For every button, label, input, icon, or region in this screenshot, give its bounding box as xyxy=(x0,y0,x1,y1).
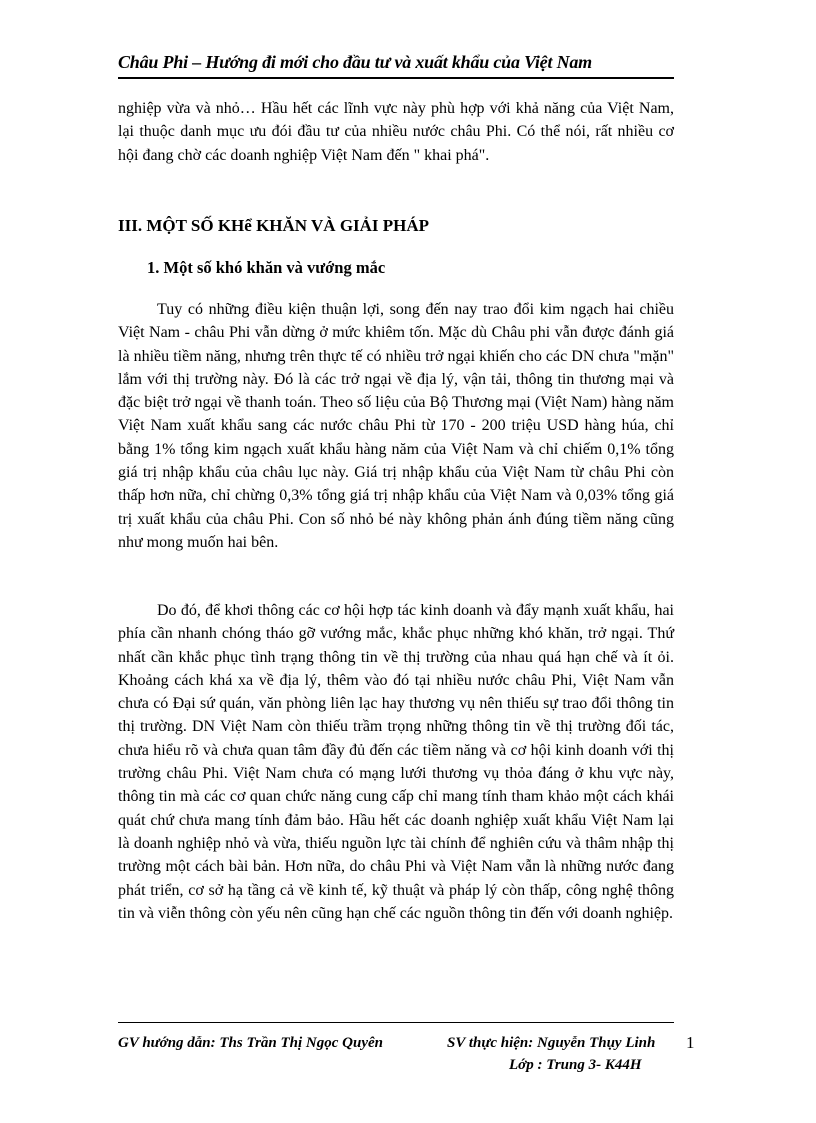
page-header xyxy=(118,52,674,79)
header-title: Châu Phi – Hướng đi mới cho đầu tư và xuất khẩu của Việt Nam xyxy=(118,52,592,72)
footer-row xyxy=(118,1023,674,1051)
page-footer xyxy=(118,1022,674,1073)
paragraph-difficulties: Tuy có những điều kiện thuận lợi, song đến nay trao đổi kim ngạch hai chiều Việt Nam - châu Phi vẫn dừng ở mức khiêm tốn. Mặc dù Châu phi vẫn được đánh giá là nhiều tiềm năng, nhưng trên thực tế có nhiều trở ngại khiến cho các DN chưa "mặn" lắm với thị trường này. Đó là các trở ngại về địa lý, vận tải, thông tin thương mại và đặc biệt trở ngại về thanh toán. Theo số liệu của Bộ Thương mại (Việt Nam) hàng năm Việt Nam xuất khẩu sang các nước châu Phi từ 170 - 200 triệu USD hàng húa, chỉ bằng 1% tổng kim ngạch xuất khẩu hàng năm của Việt Nam và chỉ chiếm 0,1% tổng giá trị nhập khẩu của châu lục này. Giá trị nhập khẩu của Việt Nam từ châu Phi còn thấp hơn nữa, chỉ chừng 0,3% tổng giá trị nhập khẩu của Việt Nam và 0,03% tổng giá trị xuất khẩu của châu Phi. Con số nhỏ bé này không phản ánh đúng tiềm năng cũng như mong muốn hai bên. xyxy=(118,301,674,551)
footer-class: Lớp : Trung 3- K44H xyxy=(509,1057,642,1073)
subsection-heading: 1. Một số khó khăn và vướng mắc xyxy=(147,258,386,277)
page-number: 1 xyxy=(686,1033,695,1052)
footer-advisor: GV hướng dẫn: Ths Trần Thị Ngọc Quyên xyxy=(118,1035,383,1051)
paragraph-continuation: nghiệp vừa và nhỏ… Hầu hết các lĩnh vực này phù hợp với khả năng của Việt Nam, lại thuộc danh mục ưu đói đầu tư của nhiều nước châu Phi. Có thể nói, rất nhiều cơ hội đang chờ các doanh nghiệp Việt Nam đến " khai phá". xyxy=(118,100,674,164)
paragraph-solutions: Do đó, để khơi thông các cơ hội hợp tác kinh doanh và đẩy mạnh xuất khẩu, hai phía cần nhanh chóng tháo gỡ vướng mắc, khắc phục những khó khăn, trở ngại. Thứ nhất cần khắc phục tình trạng thông tin về thị trường của nhau quá hạn chế và ít ỏi. Khoảng cách khá xa về địa lý, thêm vào đó tại nhiều nước châu Phi, Việt Nam vẫn chưa có Đại sứ quán, văn phòng liên lạc hay thương vụ nên thiếu sự trao đổi thông tin thị trường. DN Việt Nam còn thiếu trầm trọng những thông tin về thị trường đối tác, chưa hiểu rõ và chưa quan tâm đầy đủ đến các tiềm năng và cơ hội kinh doanh với thị trường châu Phi. Việt Nam chưa có mạng lưới thương vụ thỏa đáng ở khu vực này, thông tin mà các cơ quan chức năng cung cấp chỉ mang tính tham khảo một cách khái quát chứ chưa mang tính đảm bảo. Hầu hết các doanh nghiệp xuất khẩu Việt Nam lại là doanh nghiệp nhỏ và vừa, thiếu nguồn lực tài chính để nghiên cứu và thâm nhập thị trường một cách bài bản. Hơn nữa, do châu Phi và Việt Nam vẫn là những nước đang phát triển, cơ sở hạ tầng cả về kinh tế, kỹ thuật và pháp lý còn thấp, công nghệ thông tin và viễn thông còn yếu nên cũng hạn chế các nguồn thông tin đến với doanh nghiệp. xyxy=(118,602,674,922)
section-heading: III. MỘT SỐ KHể KHĂN VÀ GIẢI PHÁP xyxy=(118,216,430,235)
footer-student: SV thực hiện: Nguyễn Thụy Linh xyxy=(447,1035,656,1051)
